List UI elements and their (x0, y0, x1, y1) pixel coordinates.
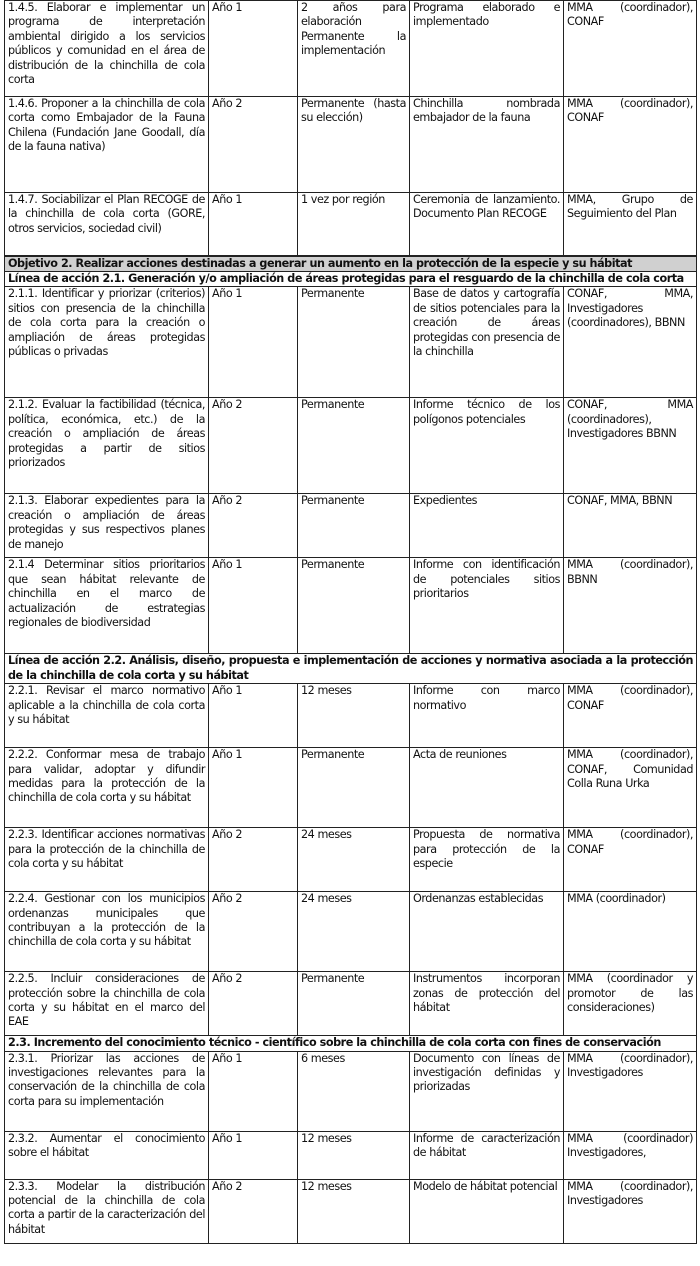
duration-cell: Permanente (hasta su elección) (298, 97, 410, 193)
responsible-cell: MMA (coordinador), CONAF (564, 97, 697, 193)
table-row (5, 828, 697, 892)
duration-cell: 24 meses (298, 828, 410, 892)
year-cell: Año 2 (209, 398, 298, 494)
action-cell: 2.2.3. Identificar acciones normativas para la protección de la chinchilla de cola corta y su hábitat (5, 828, 209, 892)
action-cell: 1.4.5. Elaborar e implementar un programa de interpretación ambiental dirigido a los servicios públicos y comunidad en el área de distribución de la chinchilla de cola corta (5, 1, 209, 97)
indicator-cell: Expedientes (410, 494, 564, 558)
duration-cell: Permanente (298, 494, 410, 558)
duration-cell: Permanente (298, 748, 410, 828)
duration-cell: 24 meses (298, 892, 410, 972)
indicator-cell: Ordenanzas establecidas (410, 892, 564, 972)
duration-cell: 12 meses (298, 684, 410, 748)
year-cell: Año 1 (209, 287, 298, 398)
responsible-cell: MMA (coordinador), CONAF (564, 828, 697, 892)
responsible-cell: MMA (coordinador), CONAF, Comunidad Colla Runa Urka (564, 748, 697, 828)
responsible-cell: MMA (coordinador), CONAF (564, 684, 697, 748)
table-row (5, 558, 697, 654)
action-line-row (5, 271, 697, 286)
year-cell: Año 2 (209, 892, 298, 972)
table-row (5, 684, 697, 748)
table-row (5, 287, 697, 398)
action-cell: 2.2.1. Revisar el marco normativo aplicable a la chinchilla de cola corta y su hábitat (5, 684, 209, 748)
indicator-cell: Base de datos y cartografía de sitios potenciales para la creación de áreas protegidas con presencia de la chinchilla (410, 287, 564, 398)
indicator-cell: Instrumentos incorporan zonas de protección del hábitat (410, 972, 564, 1036)
indicator-cell: Modelo de hábitat potencial (410, 1179, 564, 1243)
action-plan-body (5, 1, 697, 1244)
table-row (5, 1179, 697, 1243)
indicator-cell: Informe con marco normativo (410, 684, 564, 748)
indicator-cell: Propuesta de normativa para protección de la especie (410, 828, 564, 892)
action-cell: 2.3.1. Priorizar las acciones de investigaciones relevantes para la conservación de la chinchilla de cola corta para su implementación (5, 1051, 209, 1131)
responsible-cell: MMA (coordinador y promotor de las consideraciones) (564, 972, 697, 1036)
action-cell: 2.1.1. Identificar y priorizar (criterios) sitios con presencia de la chinchilla de cola corta para la creación o ampliación de áreas protegidas públicas o privadas (5, 287, 209, 398)
table-row (5, 1051, 697, 1131)
table-row (5, 1131, 697, 1179)
responsible-cell: MMA (coordinador), CONAF (564, 1, 697, 97)
year-cell: Año 2 (209, 828, 298, 892)
duration-cell: Permanente (298, 398, 410, 494)
duration-cell: Permanente (298, 287, 410, 398)
responsible-cell: MMA (coordinador), BBNN (564, 558, 697, 654)
table-row (5, 97, 697, 193)
duration-cell: Permanente (298, 558, 410, 654)
indicator-cell: Acta de reuniones (410, 748, 564, 828)
indicator-cell: Programa elaborado e implementado (410, 1, 564, 97)
indicator-cell: Informe técnico de los polígonos potenciales (410, 398, 564, 494)
year-cell: Año 2 (209, 972, 298, 1036)
action-cell: 2.2.5. Incluir consideraciones de protección sobre la chinchilla de cola corta y su hábitat en el marco del EAE (5, 972, 209, 1036)
year-cell: Año 2 (209, 1179, 298, 1243)
indicator-cell: Informe de caracterización de hábitat (410, 1131, 564, 1179)
table-row (5, 398, 697, 494)
action-cell: 1.4.7. Sociabilizar el Plan RECOGE de la chinchilla de cola corta (GORE, otros servicios, sociedad civil) (5, 193, 209, 256)
year-cell: Año 1 (209, 558, 298, 654)
action-line-heading: Línea de acción 2.2. Análisis, diseño, propuesta e implementación de acciones y normativa asociada a la protección de la chinchilla de cola corta y su hábitat (5, 654, 697, 684)
year-cell: Año 1 (209, 684, 298, 748)
duration-cell: 12 meses (298, 1131, 410, 1179)
action-cell: 2.1.2. Evaluar la factibilidad (técnica, política, económica, etc.) de la creación o ampliación de áreas protegidas a partir de sitios priorizados (5, 398, 209, 494)
objective-heading: Objetivo 2. Realizar acciones destinadas a generar un aumento en la protección de la especie y su hábitat (5, 256, 697, 272)
indicator-cell: Chinchilla nombrada embajador de la fauna (410, 97, 564, 193)
year-cell: Año 2 (209, 97, 298, 193)
responsible-cell: MMA (coordinador), Investigadores (564, 1179, 697, 1243)
year-cell: Año 2 (209, 494, 298, 558)
table-row (5, 892, 697, 972)
table-row (5, 193, 697, 256)
action-plan-table (4, 0, 697, 1244)
duration-cell: 1 vez por región (298, 193, 410, 256)
action-line-row (5, 1036, 697, 1051)
table-row (5, 1, 697, 97)
action-line-row (5, 654, 697, 684)
table-row (5, 494, 697, 558)
duration-cell: 6 meses (298, 1051, 410, 1131)
duration-cell: Permanente (298, 972, 410, 1036)
action-cell: 2.3.3. Modelar la distribución potencial de la chinchilla de cola corta a partir de la caracterización del hábitat (5, 1179, 209, 1243)
year-cell: Año 1 (209, 748, 298, 828)
indicator-cell: Documento con líneas de investigación definidas y priorizadas (410, 1051, 564, 1131)
year-cell: Año 1 (209, 1051, 298, 1131)
indicator-cell: Informe con identificación de potenciales sitios prioritarios (410, 558, 564, 654)
duration-cell: 2 años para elaboración Permanente la implementación (298, 1, 410, 97)
table-row (5, 748, 697, 828)
action-cell: 2.1.3. Elaborar expedientes para la creación o ampliación de áreas protegidas y sus respectivos planes de manejo (5, 494, 209, 558)
action-cell: 2.2.4. Gestionar con los municipios ordenanzas municipales que contribuyan a la protección de la chinchilla de cola corta y su hábitat (5, 892, 209, 972)
action-cell: 2.1.4 Determinar sitios prioritarios que sean hábitat relevante de chinchilla en el marco de actualización de estrategias regionales de biodiversidad (5, 558, 209, 654)
action-line-heading: 2.3. Incremento del conocimiento técnico - científico sobre la chinchilla de cola corta con fines de conservación (5, 1036, 697, 1051)
responsible-cell: CONAF, MMA, Investigadores (coordinadores), BBNN (564, 287, 697, 398)
year-cell: Año 1 (209, 1131, 298, 1179)
responsible-cell: MMA (coordinador) Investigadores, (564, 1131, 697, 1179)
table-row (5, 972, 697, 1036)
responsible-cell: CONAF, MMA, BBNN (564, 494, 697, 558)
indicator-cell: Ceremonia de lanzamiento. Documento Plan RECOGE (410, 193, 564, 256)
year-cell: Año 1 (209, 1, 298, 97)
objective-row (5, 256, 697, 272)
action-cell: 2.3.2. Aumentar el conocimiento sobre el hábitat (5, 1131, 209, 1179)
responsible-cell: MMA (coordinador), Investigadores (564, 1051, 697, 1131)
duration-cell: 12 meses (298, 1179, 410, 1243)
action-line-heading: Línea de acción 2.1. Generación y/o ampliación de áreas protegidas para el resguardo de la chinchilla de cola corta (5, 271, 697, 286)
action-cell: 1.4.6. Proponer a la chinchilla de cola corta como Embajador de la Fauna Chilena (Fundación Jane Goodall, día de la fauna nativa) (5, 97, 209, 193)
responsible-cell: MMA (coordinador) (564, 892, 697, 972)
action-cell: 2.2.2. Conformar mesa de trabajo para validar, adoptar y difundir medidas para la protección de la chinchilla de cola corta y su hábitat (5, 748, 209, 828)
responsible-cell: MMA, Grupo de Seguimiento del Plan (564, 193, 697, 256)
year-cell: Año 1 (209, 193, 298, 256)
responsible-cell: CONAF, MMA (coordinadores), Investigadores BBNN (564, 398, 697, 494)
